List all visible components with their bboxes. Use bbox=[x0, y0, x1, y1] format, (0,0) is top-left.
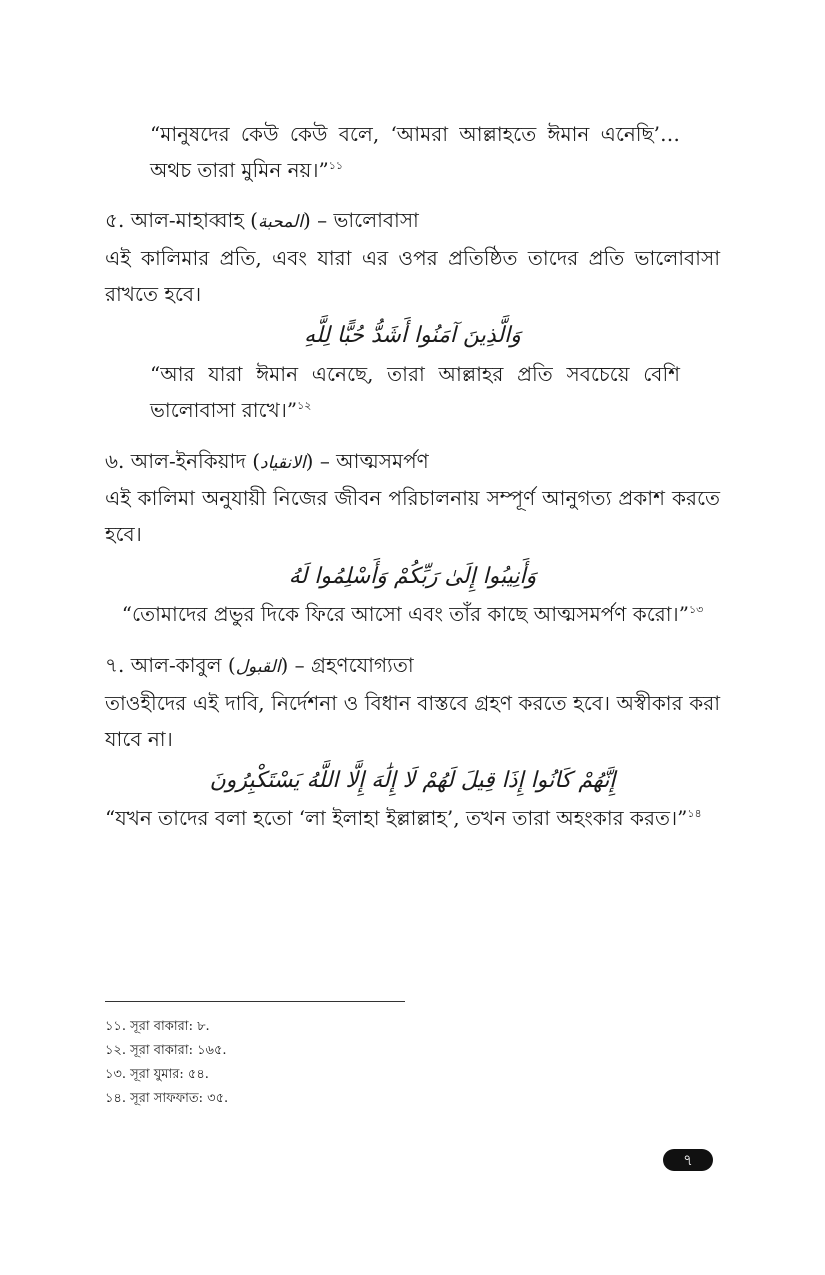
arabic-term-qabul: القبول bbox=[235, 657, 281, 677]
arabic-term-mahabbah: المحبة bbox=[257, 212, 303, 232]
section-7-body: তাওহীদের এই দাবি, নির্দেশনা ও বিধান বাস্তবে গ্রহণ করতে হবে। অস্বীকার করা যাবে না। bbox=[105, 691, 720, 751]
footnote-ref-14: ১৪ bbox=[687, 807, 702, 820]
footnote-ref-11: ১১ bbox=[328, 159, 343, 172]
footnote-14: ১৪. সূরা সাফফাত: ৩৫. bbox=[105, 1091, 229, 1106]
quote-13 bbox=[105, 596, 720, 632]
quote-14-text: “যখন তাদের বলা হতো ‘লা ইলাহা ইল্লাল্লাহ’, তখন তারা অহংকার করত।” bbox=[105, 806, 688, 830]
footnote-divider bbox=[105, 1001, 405, 1002]
heading-section-6: ৬. আল-ইনকিয়াদ (الانقياد) – আত্মসমর্পণ bbox=[105, 449, 429, 473]
footnote-12: ১২. সূরা বাকারা: ১৬৫. bbox=[105, 1043, 227, 1058]
page-number-badge: ৭ bbox=[663, 1149, 713, 1171]
footnote-ref-12: ১২ bbox=[297, 399, 312, 412]
footnote-11: ১১. সূরা বাকারা: ৮. bbox=[105, 1019, 210, 1034]
heading-section-5: ৫. আল-মাহাব্বাহ (المحبة) – ভালোবাসা bbox=[105, 208, 419, 232]
section-6-body: এই কালিমা অনুযায়ী নিজের জীবন পরিচালনায় সম্পূর্ণ আনুগত্য প্রকাশ করতে হবে। bbox=[105, 486, 720, 546]
verse-section-6: وَأَنِيبُوا إِلَىٰ رَبِّكُمْ وَأَسْلِمُوا لَهُ bbox=[288, 564, 537, 589]
verse-section-7: إِنَّهُمْ كَانُوا إِذَا قِيلَ لَهُمْ لَا إِلَٰهَ إِلَّا اللَّهُ يَسْتَكْبِرُونَ bbox=[209, 768, 616, 793]
quote-11 bbox=[150, 116, 680, 188]
footnotes bbox=[105, 1015, 505, 1111]
verse-section-5: وَالَّذِينَ آمَنُوا أَشَدُّ حُبًّا لِلَّهِ bbox=[304, 323, 521, 348]
quote-12 bbox=[150, 356, 680, 428]
quote-13-text: “তোমাদের প্রভুর দিকে ফিরে আসো এবং তাঁর কাছে আত্মসমর্পণ করো।” bbox=[121, 602, 689, 626]
section-5-body: এই কালিমার প্রতি, এবং যারা এর ওপর প্রতিষ্ঠিত তাদের প্রতি ভালোবাসা রাখতে হবে। bbox=[105, 246, 720, 306]
quote-11-text: “মানুষদের কেউ কেউ বলে, ‘আমরা আল্লাহতে ঈমান এনেছি’… অথচ তারা মুমিন নয়।” bbox=[150, 122, 680, 182]
footnote-ref-13: ১৩ bbox=[688, 603, 704, 616]
arabic-term-inqiyad: الانقياد bbox=[260, 453, 306, 473]
footnote-13: ১৩. সূরা যুমার: ৫৪. bbox=[105, 1067, 209, 1082]
quote-14 bbox=[105, 800, 720, 836]
quote-12-text: “আর যারা ঈমান এনেছে, তারা আল্লাহর প্রতি সবচেয়ে বেশি ভালোবাসা রাখে।” bbox=[150, 362, 680, 422]
heading-section-7: ৭. আল-কাবুল (القبول) – গ্রহণযোগ্যতা bbox=[105, 653, 414, 677]
